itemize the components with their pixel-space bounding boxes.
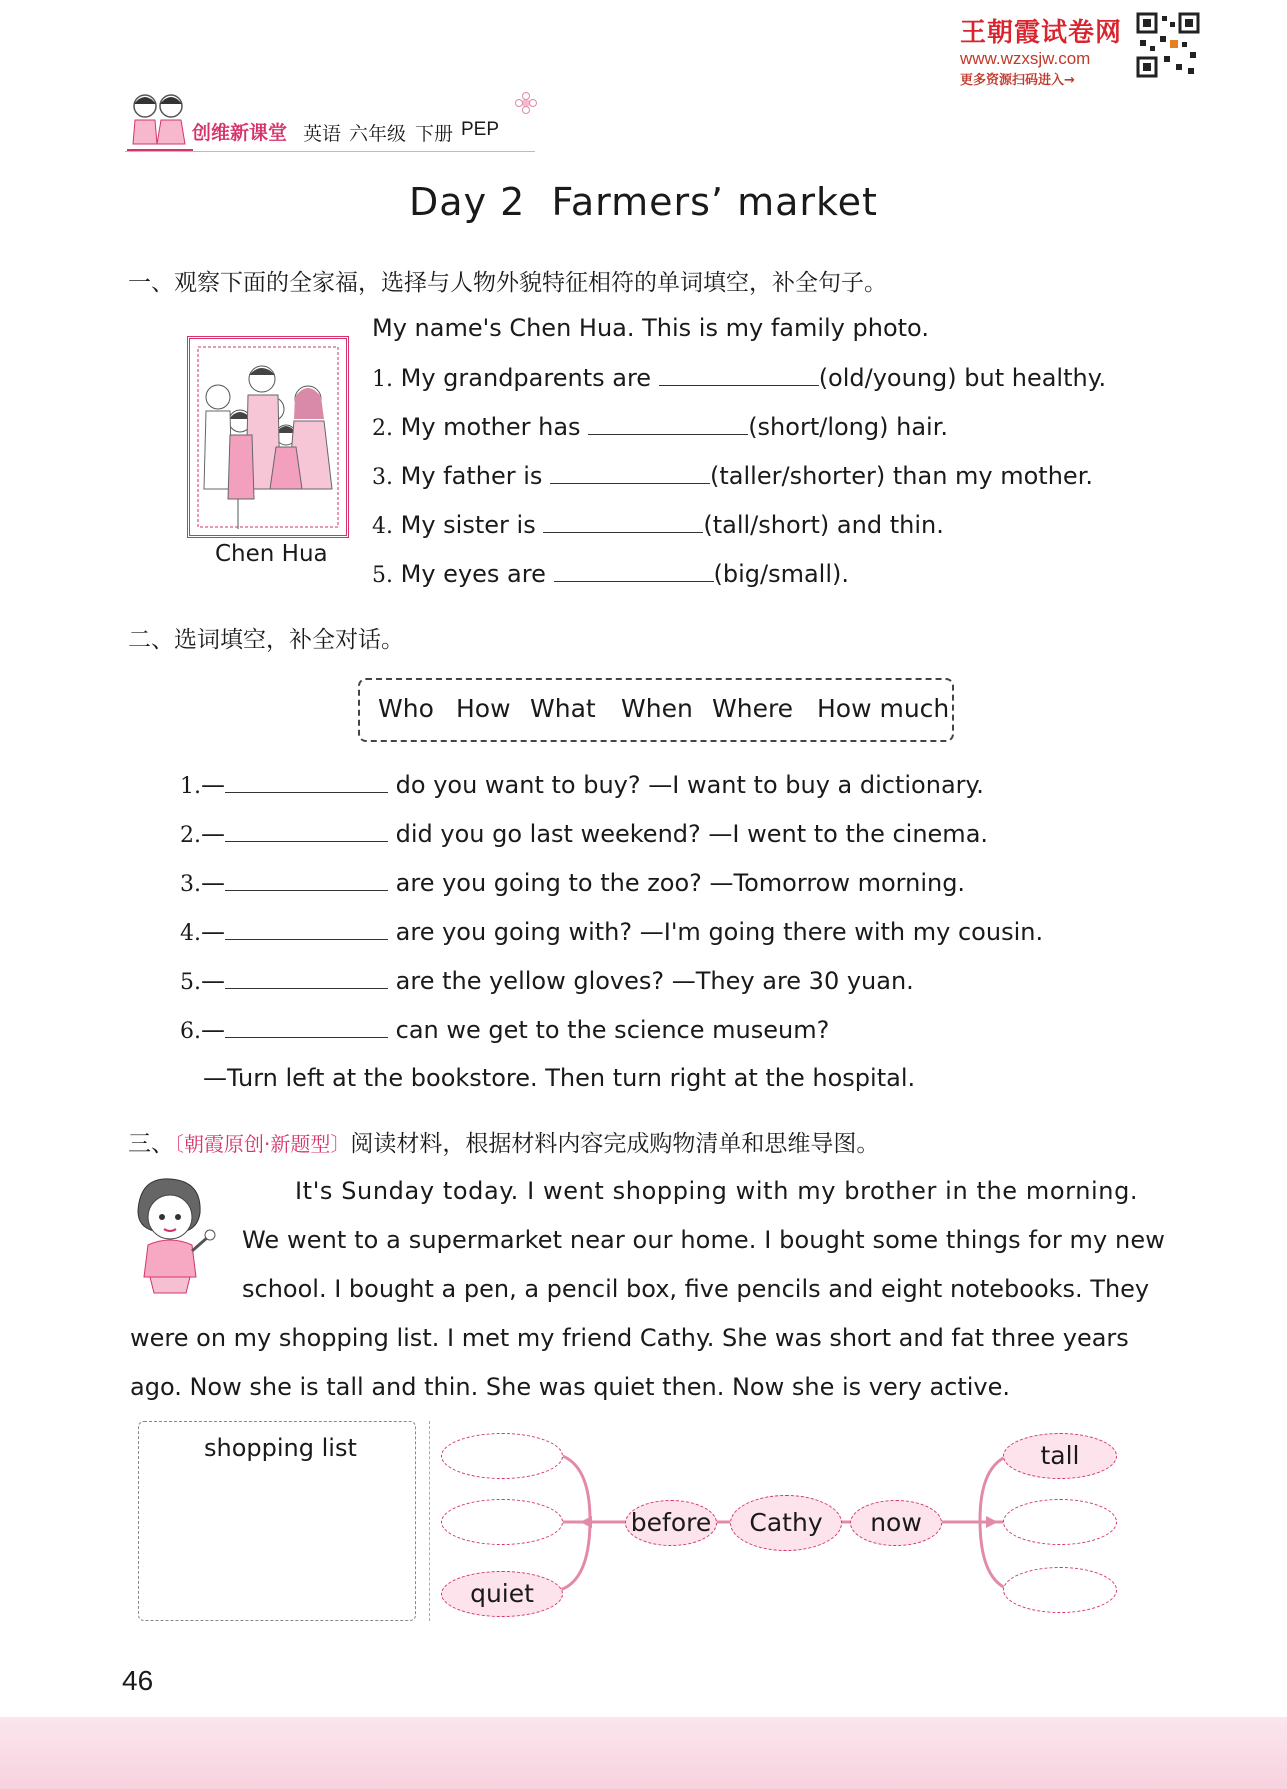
answer-blank[interactable] (225, 868, 388, 891)
header-edition: PEP (461, 119, 500, 140)
watermark-tagline: 更多资源扫码进入→ (960, 73, 1075, 88)
passage-line: It's Sunday today. I went shopping with my brother in the morning. (295, 1177, 1139, 1205)
watermark-brand: 王朝霞试卷网 (960, 18, 1123, 48)
answer-blank[interactable] (550, 461, 710, 484)
item-number: 2. (372, 416, 393, 441)
mindmap-center-label: Cathy (749, 1508, 823, 1537)
item-options: (old/young) but healthy. (818, 364, 1107, 392)
item-text: My sister is (400, 511, 536, 539)
mindmap-given-before-text: quiet (470, 1579, 534, 1608)
mindmap-before-label: before (630, 1508, 712, 1537)
header-divider (125, 151, 535, 152)
item-number: 5. (372, 563, 393, 588)
dialogue-answer: —Turn left at the bookstore. Then turn right at the hospital. (203, 1064, 916, 1092)
item-number: 5. (180, 970, 201, 995)
mindmap-blank-before-1[interactable] (441, 1433, 563, 1479)
section1-item (372, 363, 1106, 392)
item-number: 4. (180, 921, 201, 946)
photo-caption: Chen Hua (215, 541, 328, 567)
dialogue-item (180, 770, 984, 799)
header-grade: 六年级 (349, 123, 407, 145)
word-bank-word: What (530, 694, 596, 723)
dialogue-item (180, 966, 914, 995)
word-bank-word: When (621, 694, 693, 723)
section1-intro: My name's Chen Hua. This is my family photo. (372, 314, 929, 342)
item-text: are you going with? —I'm going there with my cousin. (395, 918, 1044, 946)
section3-heading-text: 阅读材料，根据材料内容完成购物清单和思维导图。 (350, 1131, 880, 1157)
family-photo (187, 336, 349, 538)
watermark (960, 12, 1140, 88)
mindmap-now-node (850, 1500, 942, 1546)
mindmap-blank-now-1[interactable] (1003, 1499, 1117, 1545)
dialogue-item (180, 819, 988, 848)
page-number: 46 (122, 1665, 154, 1696)
section1-item (372, 412, 948, 441)
item-number: 1. (180, 774, 201, 799)
item-text: did you go last weekend? —I went to the cinema. (395, 820, 989, 848)
section3-heading (128, 1125, 879, 1158)
item-text: My eyes are (400, 560, 546, 588)
family-illustration-icon (190, 339, 346, 535)
word-bank (358, 678, 954, 742)
section2-heading: 二、选词填空，补全对话。 (128, 627, 404, 653)
question-type-tag: 〔朝霞原创·新题型〕 (174, 1132, 351, 1156)
watermark-url[interactable]: www.wzxsjw.com (960, 49, 1091, 68)
item-text: My mother has (400, 413, 581, 441)
item-text: are you going to the zoo? —Tomorrow morning. (395, 869, 966, 897)
shopping-list-title: shopping list (204, 1434, 357, 1462)
header-series: 创维新课堂 (192, 122, 288, 144)
shopping-list-box[interactable] (138, 1421, 416, 1621)
passage-line: ago. Now she is tall and thin. She was quiet then. Now she is very active. (130, 1373, 1011, 1401)
word-bank-word: How (456, 694, 511, 723)
answer-blank[interactable] (225, 770, 388, 793)
dash: — (201, 918, 225, 946)
section3-prefix: 三、 (128, 1131, 174, 1157)
header-subject: 英语 (303, 123, 342, 145)
mindmap-blank-before-2[interactable] (441, 1499, 563, 1545)
mindmap-before-node (625, 1500, 717, 1546)
item-text: do you want to buy? —I want to buy a dictionary. (395, 771, 984, 799)
flower-decoration-icon (515, 92, 537, 114)
item-number: 6. (180, 1019, 201, 1044)
item-number: 3. (180, 872, 201, 897)
dash: — (201, 967, 225, 995)
answer-blank[interactable] (225, 917, 388, 940)
item-options: (tall/short) and thin. (703, 511, 944, 539)
word-bank-word: Who (378, 694, 434, 723)
dash: — (201, 771, 225, 799)
item-text: My father is (400, 462, 543, 490)
item-number: 1. (372, 367, 393, 392)
section1-heading: 一、观察下面的全家福，选择与人物外貌特征相符的单词填空，补全句子。 (128, 270, 887, 296)
qr-code-icon[interactable] (1136, 12, 1200, 78)
answer-blank[interactable] (225, 966, 388, 989)
dialogue-item (180, 1015, 829, 1044)
answer-blank[interactable] (543, 510, 703, 533)
item-number: 3. (372, 465, 393, 490)
dialogue-item (180, 917, 1043, 946)
item-options: (short/long) hair. (748, 413, 948, 441)
mindmap-given-before (441, 1571, 563, 1617)
mindmap-given-now-text: tall (1040, 1441, 1080, 1470)
passage-line: school. I bought a pen, a pencil box, five pencils and eight notebooks. They (242, 1275, 1150, 1303)
girl-avatar-icon (126, 1173, 216, 1297)
answer-blank[interactable] (225, 1015, 388, 1038)
passage-line: were on my shopping list. I met my friend Cathy. She was short and fat three years (130, 1324, 1129, 1352)
section1-item (372, 510, 944, 539)
item-number: 4. (372, 514, 393, 539)
dash: — (201, 1016, 225, 1044)
mindmap-now-label: now (870, 1508, 922, 1537)
header-volume: 下册 (415, 123, 454, 145)
item-number: 2. (180, 823, 201, 848)
answer-blank[interactable] (659, 363, 819, 386)
answer-blank[interactable] (588, 412, 748, 435)
item-text: My grandparents are (400, 364, 652, 392)
footer-band (0, 1717, 1287, 1789)
item-text: can we get to the science museum? (395, 1016, 830, 1044)
dash: — (201, 820, 225, 848)
section1-item (372, 461, 1093, 490)
page-title: Day 2 Farmers’ market (409, 180, 878, 224)
dash: — (201, 869, 225, 897)
item-text: are the yellow gloves? —They are 30 yuan. (395, 967, 914, 995)
answer-blank[interactable] (554, 559, 714, 582)
item-options: (big/small). (713, 560, 850, 588)
dialogue-item (180, 868, 965, 897)
passage-line: We went to a supermarket near our home. I bought some things for my new (242, 1226, 1165, 1254)
answer-blank[interactable] (225, 819, 388, 842)
mindmap-given-now (1003, 1433, 1117, 1479)
word-bank-word: How much (817, 694, 950, 723)
mascot-kids-icon (125, 88, 195, 156)
mindmap-center-node (730, 1495, 842, 1551)
mindmap-blank-now-2[interactable] (1003, 1567, 1117, 1613)
word-bank-word: Where (712, 694, 794, 723)
section1-item (372, 559, 849, 588)
item-options: (taller/shorter) than my mother. (710, 462, 1093, 490)
